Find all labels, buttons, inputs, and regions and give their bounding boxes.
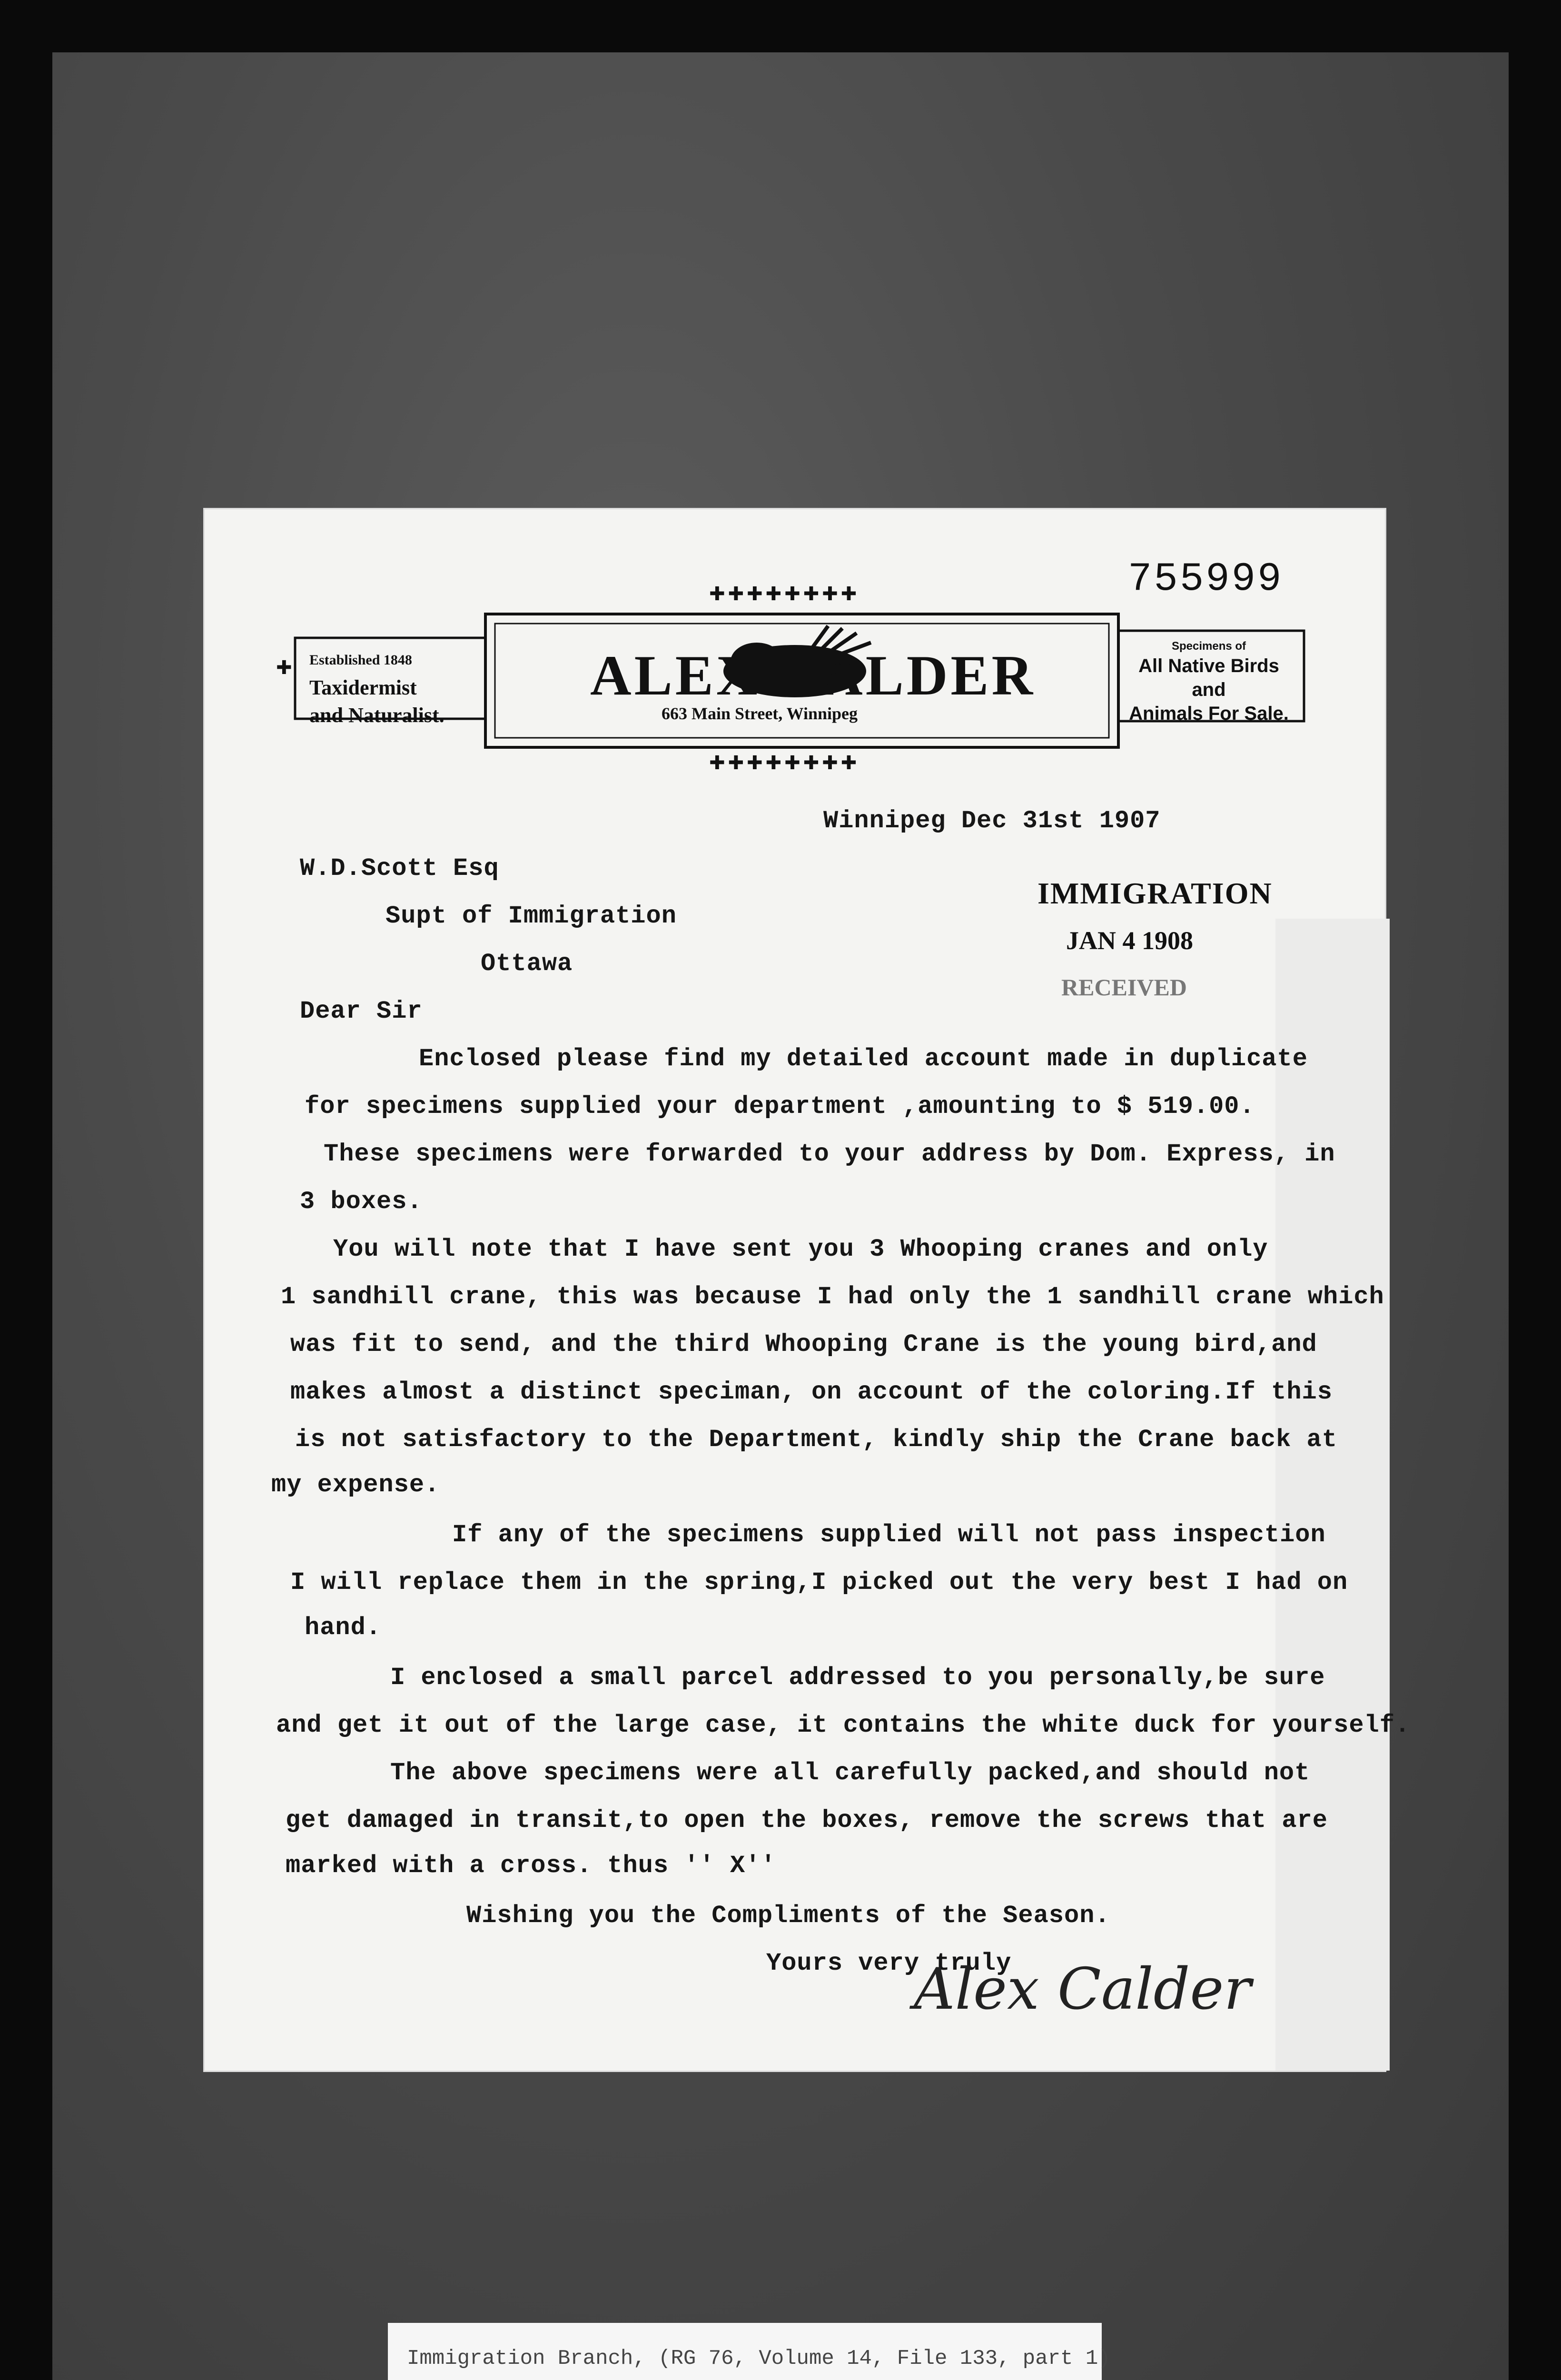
business-address: 663 Main Street, Winnipeg: [662, 704, 858, 723]
body-line: was fit to send, and the third Whooping Crane is the young bird,and: [290, 1330, 1317, 1359]
specimens-line-2: Animals For Sale.: [1129, 703, 1289, 724]
body-line: Wishing you the Compliments of the Season.: [466, 1902, 1110, 1930]
letter-date: Winnipeg Dec 31st 1907: [823, 807, 1161, 835]
body-line: get damaged in transit,to open the boxes, remove the screws that are: [286, 1806, 1328, 1835]
body-line: and get it out of the large case, it contains the white duck for yourself.: [276, 1711, 1411, 1739]
letter-folded-flap: [1275, 919, 1390, 2071]
salutation: Dear Sir: [300, 997, 423, 1025]
body-line: The above specimens were all carefully packed,and should not: [390, 1759, 1310, 1787]
established-text: Established 1848: [309, 652, 412, 668]
body-line: You will note that I have sent you 3 Whooping cranes and only: [333, 1235, 1268, 1263]
body-line: 1 sandhill crane, this was because I had only the 1 sandhill crane which: [281, 1283, 1384, 1311]
body-line: is not satisfactory to the Department, kindly ship the Crane back at: [295, 1426, 1337, 1454]
profession-line-1: Taxidermist: [309, 676, 417, 699]
body-line: marked with a cross. thus '' X'': [286, 1852, 776, 1880]
archive-reference-label: Immigration Branch, (RG 76, Volume 14, File 133, part 1): [388, 2323, 1102, 2380]
letterhead: [267, 609, 1309, 752]
business-name: ALEX CALDER: [590, 644, 1036, 707]
closing-line: Yours very truly: [766, 1949, 1012, 1977]
body-line: 3 boxes.: [300, 1188, 423, 1216]
profession-line-2: and Naturalist.: [309, 704, 445, 727]
body-line: I enclosed a small parcel addressed to you personally,be sure: [390, 1664, 1325, 1692]
document-number: 755999: [1128, 557, 1284, 602]
body-line: These specimens were forwarded to your address by Dom. Express, in: [324, 1140, 1335, 1168]
stamp-status: RECEIVED: [1061, 974, 1187, 1001]
body-line: I will replace them in the spring,I picked out the very best I had on: [290, 1568, 1348, 1597]
letterhead-left: [309, 646, 445, 729]
addressee-line-3: Ottawa: [481, 950, 573, 978]
body-line: my expense.: [271, 1471, 440, 1499]
addressee-line-1: W.D.Scott Esq: [300, 854, 499, 883]
body-line: makes almost a distinct speciman, on account of the coloring.If this: [290, 1378, 1333, 1406]
specimens-small-text: Specimens of: [1171, 640, 1246, 653]
ornament-left: ✚: [276, 657, 295, 679]
specimens-line-1: All Native Birds and: [1138, 655, 1279, 700]
ornament-top: ✚✚✚✚✚✚✚✚: [709, 583, 860, 605]
signature: Alex Calder: [914, 1956, 1251, 2023]
stamp-title: IMMIGRATION: [1037, 876, 1273, 910]
body-line: Enclosed please find my detailed account made in duplicate: [419, 1045, 1308, 1073]
letterhead-right: [1123, 639, 1294, 725]
ornament-bottom: ✚✚✚✚✚✚✚✚: [709, 752, 860, 774]
body-line: hand.: [305, 1614, 382, 1642]
body-line: for specimens supplied your department ,amounting to $ 519.00.: [305, 1092, 1255, 1121]
stamp-date: JAN 4 1908: [1066, 926, 1193, 955]
body-line: If any of the specimens supplied will not pass inspection: [452, 1521, 1326, 1549]
addressee-line-2: Supt of Immigration: [385, 902, 677, 930]
